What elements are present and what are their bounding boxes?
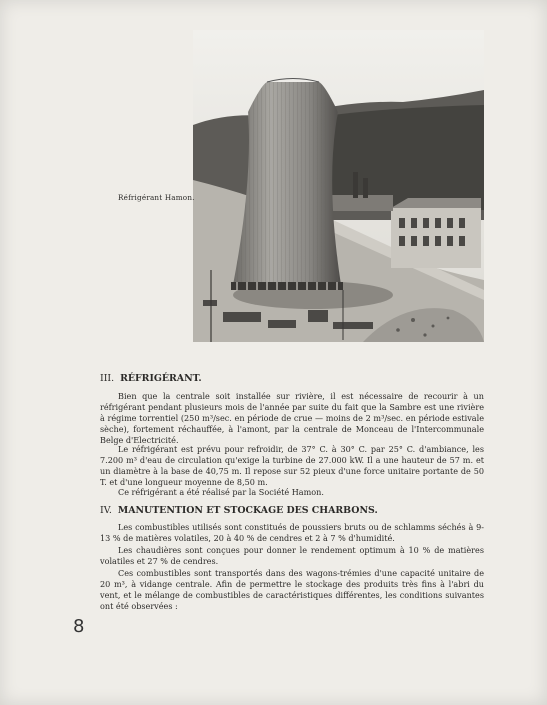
paragraph: Le réfrigérant est prévu pour refroidir, de 37° C. à 30° C. par 25° C. d'ambiance, les 7.200 m³ d'eau de circulation qu'exige la turbine de 27.000 kW. Il a une hauteur de 57 m. et un diamètre à la base de 40,75 m. Il repose sur 52 pieux d'une force unitaire portante de 50 T. et d'une longueur moyenne de 8,50 m. [100, 444, 484, 487]
paragraph: Bien que la centrale soit installée sur rivière, il est nécessaire de recourir à un réfrigérant pendant plusieurs mois de l'année par suite du fait que la Sambre est une rivière à régime torrentiel (250 m³/sec. en période de crue — moins de 2 m³/sec. en période estivale sèche), fortement réchauffée, à l'amont, par la centrale de Monceau de l'Intercommunale Belge d'Electricité. [100, 391, 484, 445]
photo-caption: Réfrigérant Hamon. [118, 193, 195, 202]
section-heading: RÉFRIGÉRANT. [120, 373, 202, 384]
paragraph: Ces combustibles sont transportés dans des wagons-trémies d'une capacité unitaire de 20 m³, à vidange centrale. Afin de permettre le stockage des produits très fins à l'abri du vent, et le mélange de combustibles de caractéristiques différentes, les conditions suivantes ont été observées : [100, 568, 484, 611]
paragraph: Ce réfrigérant a été réalisé par la Société Hamon. [118, 487, 324, 497]
section-title-refrigerant [100, 373, 202, 384]
paragraph: Les combustibles utilisés sont constitués de poussiers bruts ou de schlamms séchés à 9-13 % de matières volatiles, 20 à 40 % de cendres et 2 à 7 % d'humidité. [100, 522, 484, 543]
section-number: III. [100, 373, 115, 384]
section-title-coal-handling [100, 505, 378, 516]
cooling-tower-photo [193, 30, 484, 342]
page-number: 8 [73, 616, 85, 637]
section-number: IV. [100, 505, 112, 516]
paragraph: Les chaudières sont conçues pour donner le rendement optimum à 10 % de matières volatiles et 27 % de cendres. [100, 545, 484, 566]
section-heading: MANUTENTION ET STOCKAGE DES CHARBONS. [117, 505, 378, 516]
